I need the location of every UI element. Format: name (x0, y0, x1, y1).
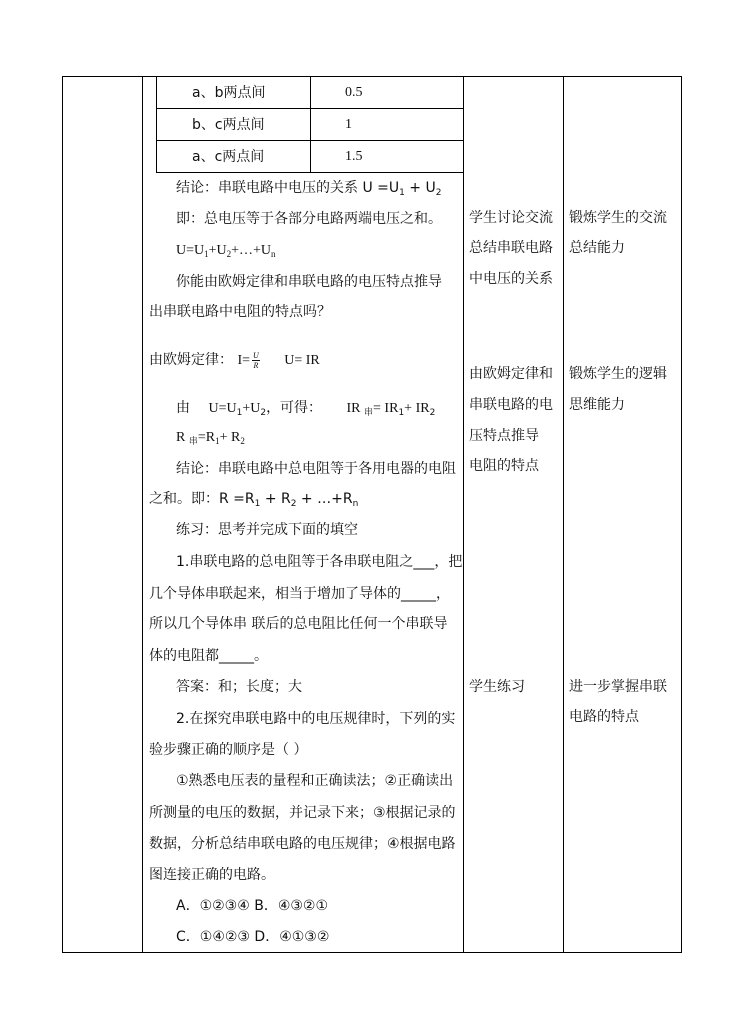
derivation-line: 由 $U=U_1+U_2$，可得： IR $_串= IR_1+ IR_2$ (176, 400, 436, 418)
question-2: 验步骤正确的顺序是（ ） (149, 742, 308, 758)
answer-text: 答案：和；长度；大 (176, 679, 302, 695)
table-row-label: a、b两点间 (192, 85, 266, 101)
question-2: 图连接正确的电路。 (149, 867, 275, 883)
conclusion-voltage: 结论：串联电路中电压的关系 $U =U_1 + U_2$ (176, 180, 442, 198)
conclusion-resistance-formula: 之和。即：$R =R_1 + R_2$ + $\dots+R_n$ (149, 491, 359, 509)
conclusion-resistance: 结论：串联电路中总电阻等于各用电器的电阻 (176, 461, 456, 477)
question-2: 数据，分析总结串联电路的电压规律；④根据电路 (149, 836, 456, 852)
question-2: 所测量的电压的数据，并记录下来；③根据记录的 (149, 805, 456, 821)
column-divider-3 (563, 76, 564, 953)
student-activity-text: 学生讨论交流 (469, 210, 553, 226)
design-intent-text: 锻炼学生的逻辑 (569, 366, 667, 382)
total-voltage-statement: 即：总电压等于各部分电路两端电压之和。 (176, 211, 442, 227)
student-activity-text: 压特点推导 (469, 428, 539, 444)
question-2-options: C．①④②③ D．④①③② (176, 929, 330, 945)
student-activity-text: 总结串联电路 (469, 240, 553, 256)
outer-bottom-border (62, 952, 682, 953)
design-intent-text: 总结能力 (569, 240, 625, 256)
question-1: 所以几个导体串 联后的总电阻比任何一个串联导 (149, 616, 448, 632)
design-intent-text: 电路的特点 (569, 709, 639, 725)
design-intent-text: 思维能力 (569, 397, 625, 413)
design-intent-text: 锻炼学生的交流 (569, 210, 667, 226)
student-activity-text: 串联电路的电 (469, 397, 553, 413)
table-row-value: 1 (345, 117, 352, 132)
outer-top-border (62, 76, 682, 77)
ohm-law-line: 由欧姆定律： I= $\frac{U}{R}$ U= IR (149, 350, 320, 370)
table-row-label: b、c两点间 (192, 117, 265, 133)
student-activity-text: 由欧姆定律和 (469, 366, 553, 382)
exercise-intro: 练习：思考并完成下面的填空 (176, 522, 358, 538)
question-1: 体的电阻都_____。 (149, 648, 268, 664)
table-row-value: 0.5 (345, 85, 363, 100)
question-1: 1.串联电路的总电阻等于各串联电阻之___，把 (176, 554, 463, 570)
question-1: 几个导体串联起来，相当于增加了导体的_____， (149, 586, 450, 602)
question-2-options: A．①②③④ B．④③②① (176, 898, 329, 914)
ohm-fraction: $\frac{U}{R}$ (253, 350, 259, 370)
inner-table-left (156, 76, 157, 173)
column-divider-2 (463, 76, 464, 953)
resistance-formula: R $_串=R_1+ R_2$ (176, 430, 245, 446)
student-activity-text: 电阻的特点 (469, 458, 539, 474)
voltage-formula: $U=U_1+U_2+\dots+U_n$ (176, 243, 276, 259)
table-row-value: 1.5 (345, 149, 363, 164)
outer-right-border (681, 76, 682, 953)
design-intent-text: 进一步掌握串联 (569, 679, 667, 695)
student-activity-text: 中电压的关系 (469, 271, 553, 287)
table-row-label: a、c两点间 (192, 149, 265, 165)
student-activity-text: 学生练习 (469, 679, 525, 695)
question-text: 出串联电路中电阻的特点吗？ (149, 304, 331, 320)
question-2: 2.在探究串联电路中的电压规律时，下列的实 (176, 711, 456, 727)
question-text: 你能由欧姆定律和串联电路的电压特点推导 (176, 274, 442, 290)
inner-table-mid (310, 76, 311, 173)
question-2: ①熟悉电压表的量程和正确读法；②正确读出 (176, 773, 454, 789)
column-divider-1 (142, 76, 143, 953)
outer-left-border (62, 76, 63, 953)
